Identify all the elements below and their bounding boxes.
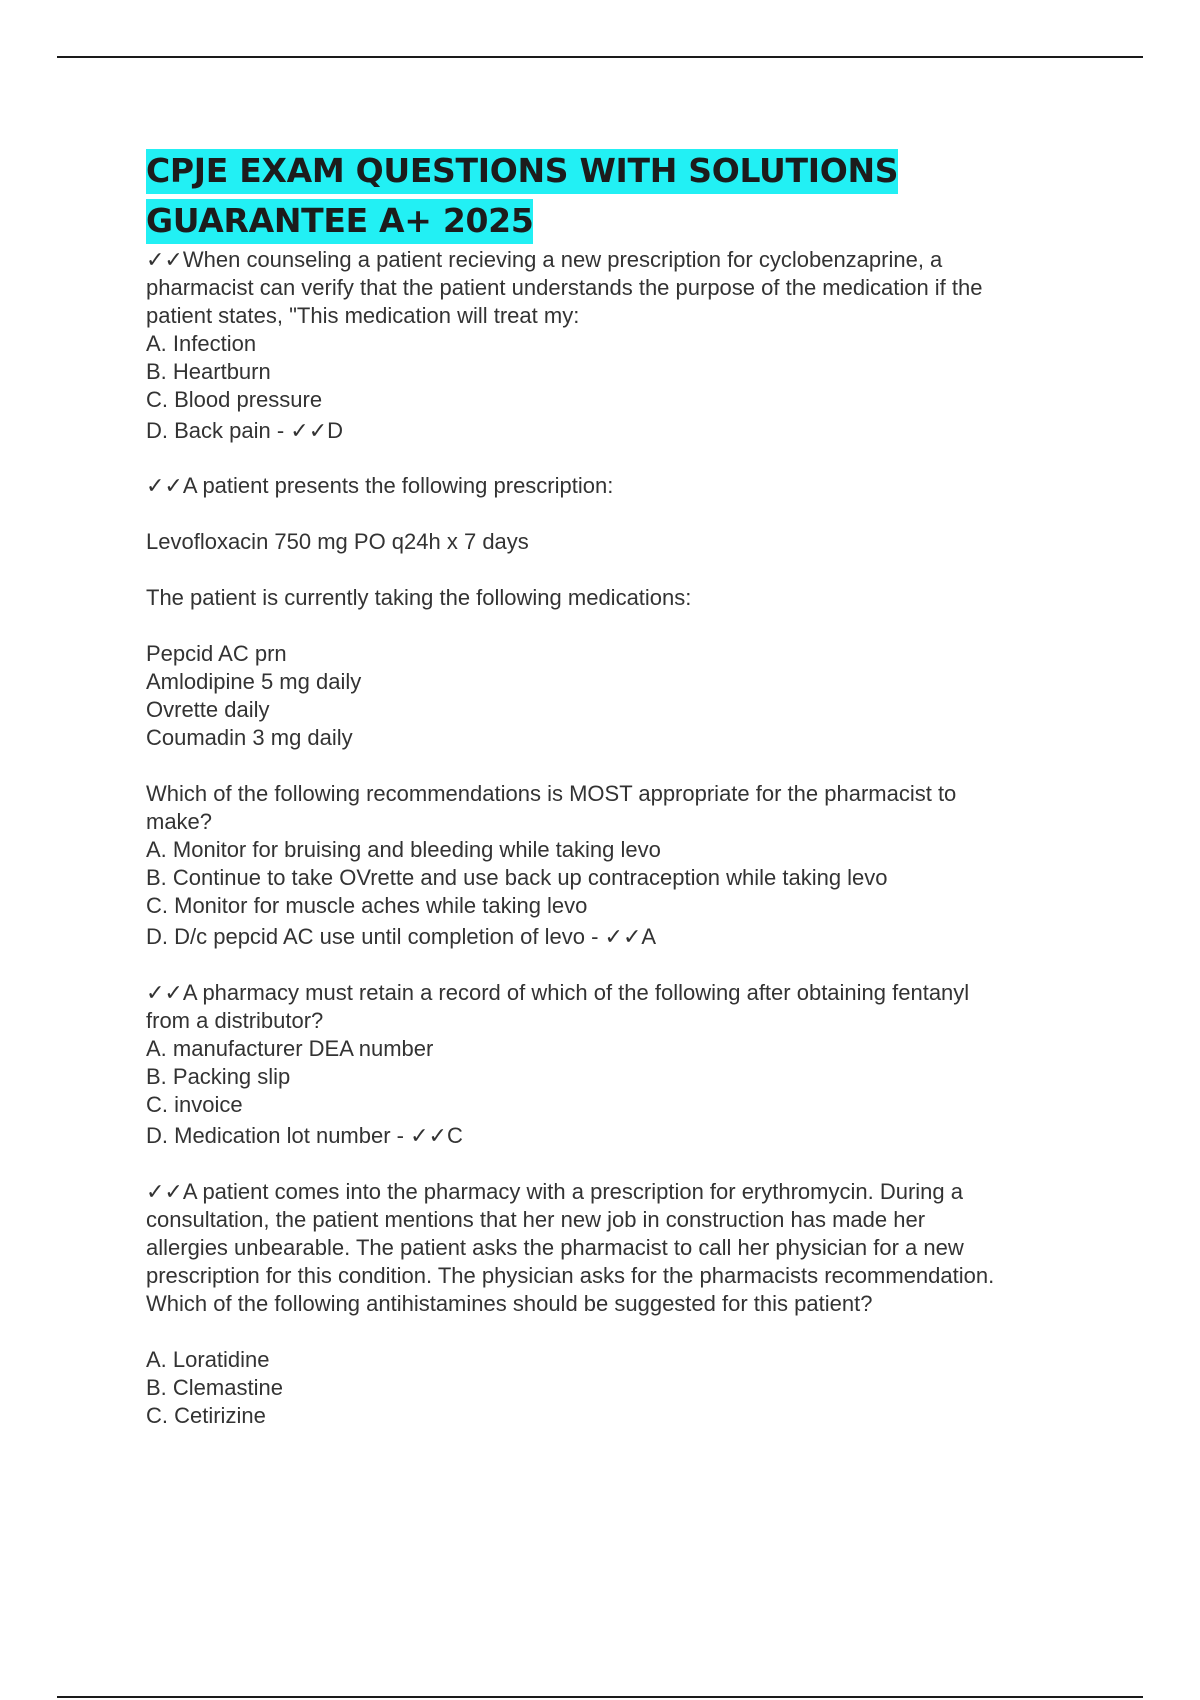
answer-option: B. Packing slip (146, 1064, 291, 1089)
document-body (146, 246, 1096, 1430)
question-stem-line: ✓✓A patient comes into the pharmacy with a prescription for erythromycin. During a (146, 1179, 963, 1204)
question-stem-line: consultation, the patient mentions that her new job in construction has made her (146, 1207, 926, 1232)
question-stem-line: patient states, "This medication will treat my: (146, 303, 580, 328)
answer-option: C. Cetirizine (146, 1403, 266, 1428)
answer-option: C. invoice (146, 1092, 243, 1117)
prescription-line: Levofloxacin 750 mg PO q24h x 7 days (146, 529, 529, 554)
answer-option-with-solution: D. Medication lot number - ✓✓C (146, 1123, 463, 1148)
question-stem-line: ✓✓A pharmacy must retain a record of which of the following after obtaining fentanyl (146, 980, 970, 1005)
question-stem-line: ✓✓When counseling a patient recieving a new prescription for cyclobenzaprine, a (146, 247, 943, 272)
title-line-1: CPJE EXAM QUESTIONS WITH SOLUTIONS (146, 149, 898, 194)
medication-item: Ovrette daily (146, 697, 270, 722)
question-4 (146, 1178, 1096, 1430)
answer-option-with-solution: D. D/c pepcid AC use until completion of levo - ✓✓A (146, 924, 657, 949)
question-stem-line: prescription for this condition. The physician asks for the pharmacists recommendation. (146, 1263, 995, 1288)
header-rule (57, 56, 1143, 58)
title-line-2: GUARANTEE A+ 2025 (146, 199, 533, 244)
question-stem-line: from a distributor? (146, 1008, 324, 1033)
question-stem-line: make? (146, 809, 213, 834)
answer-option: A. Loratidine (146, 1347, 270, 1372)
page-title (146, 146, 1096, 246)
question-intro: ✓✓A patient presents the following prescription: (146, 473, 614, 498)
question-stem-line: allergies unbearable. The patient asks the pharmacist to call her physician for a new (146, 1235, 964, 1260)
answer-option: A. Infection (146, 331, 257, 356)
document-page (146, 146, 1096, 1430)
medication-item: Amlodipine 5 mg daily (146, 669, 362, 694)
question-stem-line: Which of the following recommendations is MOST appropriate for the pharmacist to (146, 781, 957, 806)
question-stem-line: pharmacist can verify that the patient understands the purpose of the medication if the (146, 275, 983, 300)
answer-option: C. Blood pressure (146, 387, 323, 412)
answer-option: A. manufacturer DEA number (146, 1036, 434, 1061)
medication-item: Pepcid AC prn (146, 641, 287, 666)
question-1 (146, 246, 1096, 445)
medications-intro: The patient is currently taking the following medications: (146, 585, 692, 610)
question-2 (146, 472, 1096, 951)
answer-option: A. Monitor for bruising and bleeding while taking levo (146, 837, 661, 862)
answer-option: C. Monitor for muscle aches while taking levo (146, 893, 588, 918)
question-stem-line: Which of the following antihistamines should be suggested for this patient? (146, 1291, 873, 1316)
answer-option-with-solution: D. Back pain - ✓✓D (146, 418, 344, 443)
answer-option: B. Continue to take OVrette and use back up contraception while taking levo (146, 865, 888, 890)
footer-rule (57, 1696, 1143, 1698)
medication-item: Coumadin 3 mg daily (146, 725, 353, 750)
answer-option: B. Heartburn (146, 359, 271, 384)
question-3 (146, 979, 1096, 1150)
answer-option: B. Clemastine (146, 1375, 283, 1400)
